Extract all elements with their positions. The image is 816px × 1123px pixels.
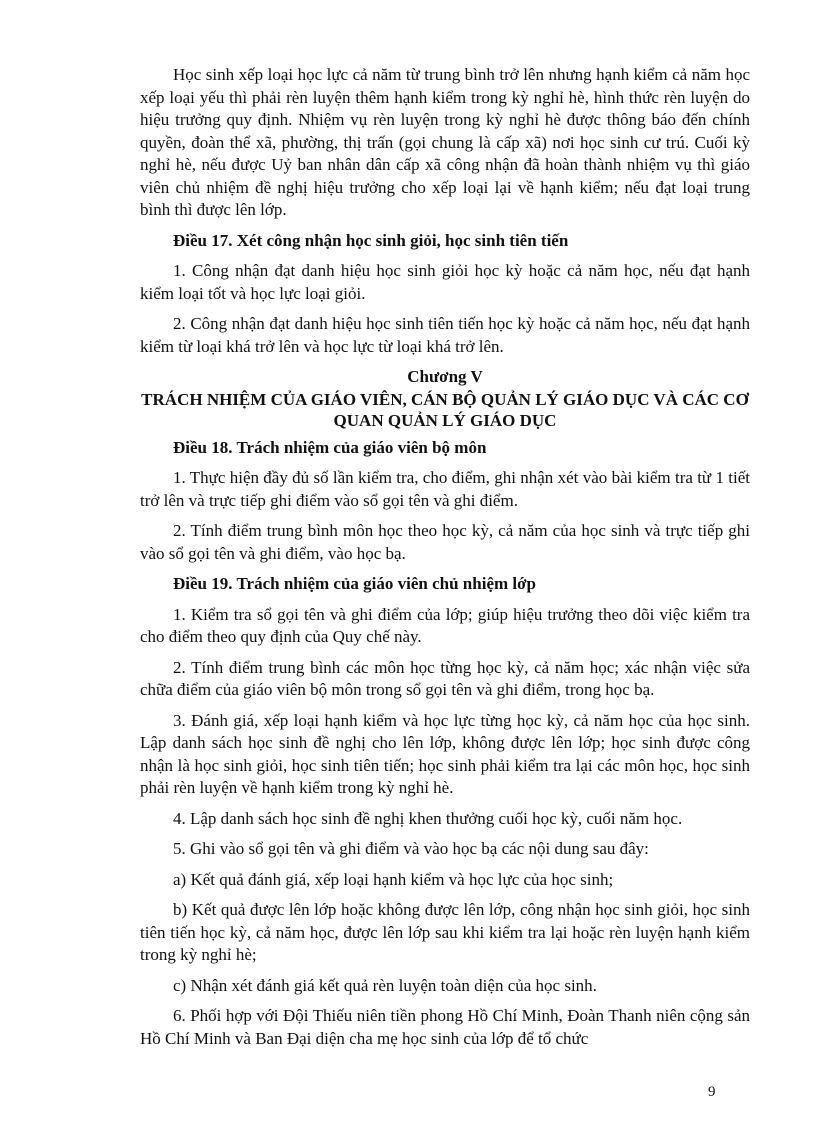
article-18-heading: Điều 18. Trách nhiệm của giáo viên bộ môn bbox=[173, 437, 487, 457]
chapter-label: Chương V bbox=[407, 367, 483, 386]
article-19-item-5c: c) Nhận xét đánh giá kết quả rèn luyện toàn diện của học sinh. bbox=[173, 975, 597, 995]
page-number: 9 bbox=[708, 1084, 716, 1100]
article-19-item-5b: b) Kết quả được lên lớp hoặc không được lên lớp, công nhận học sinh giỏi, học sinh tiên tiến học kỳ, cả năm học, được lên lớp sau khi kiểm tra lại hoặc rèn luyện hạnh kiểm trong kỳ nghỉ hè; bbox=[140, 900, 750, 964]
article-19-item-5a: a) Kết quả đánh giá, xếp loại hạnh kiểm và học lực của học sinh; bbox=[173, 869, 614, 889]
article-19-item-4: 4. Lập danh sách học sinh đề nghị khen thưởng cuối học kỳ, cuối năm học. bbox=[173, 808, 683, 828]
article-19-item-1: 1. Kiểm tra sổ gọi tên và ghi điểm của lớp; giúp hiệu trưởng theo dõi việc kiểm tra cho điểm theo quy định của Quy chế này. bbox=[140, 604, 750, 646]
article-19-item-2: 2. Tính điểm trung bình các môn học từng học kỳ, cả năm học; xác nhận việc sửa chữa điểm của giáo viên bộ môn trong sổ gọi tên và ghi điểm, trong học bạ. bbox=[140, 657, 750, 699]
article-19-heading: Điều 19. Trách nhiệm của giáo viên chủ nhiệm lớp bbox=[173, 574, 536, 593]
article-18-item-2: 2. Tính điểm trung bình môn học theo học kỳ, cả năm của học sinh và trực tiếp ghi vào sổ gọi tên và ghi điểm, vào học bạ. bbox=[140, 521, 750, 563]
article-19-item-3: 3. Đánh giá, xếp loại hạnh kiểm và học lực từng học kỳ, cả năm học của học sinh. Lập danh sách học sinh đề nghị cho lên lớp, không được lên lớp; học sinh được công nhận là học sinh giỏi, học sinh tiên tiến; học sinh phải kiểm tra lại các môn học, học sinh phải rèn luyện về hạnh kiểm trong kỳ nghỉ hè. bbox=[140, 710, 750, 797]
article-18-item-1: 1. Thực hiện đầy đủ số lần kiểm tra, cho điểm, ghi nhận xét vào bài kiểm tra từ 1 tiết trở lên và trực tiếp ghi điểm vào sổ gọi tên và ghi điểm. bbox=[140, 468, 750, 510]
document-page bbox=[140, 64, 750, 1050]
chapter-title: TRÁCH NHIỆM CỦA GIÁO VIÊN, CÁN BỘ QUẢN LÝ GIÁO DỤC VÀ CÁC CƠ QUAN QUẢN LÝ GIÁO DỤC bbox=[141, 389, 749, 430]
paragraph-conduct-retraining: Học sinh xếp loại học lực cả năm từ trung bình trở lên nhưng hạnh kiểm cả năm học xếp loại yếu thì phải rèn luyện thêm hạnh kiểm trong kỳ nghỉ hè, hình thức rèn luyện do hiệu trưởng quy định. Nhiệm vụ rèn luyện trong kỳ nghỉ hè được thông báo đến chính quyền, đoàn thể xã, phường, thị trấn (gọi chung là cấp xã) nơi học sinh cư trú. Cuối kỳ nghỉ hè, nếu được Uỷ ban nhân dân cấp xã công nhận đã hoàn thành nhiệm vụ thì giáo viên chủ nhiệm đề nghị hiệu trưởng cho xếp loại lại về hạnh kiểm; nếu đạt loại trung bình thì được lên lớp. bbox=[140, 65, 750, 219]
article-17-item-1: 1. Công nhận đạt danh hiệu học sinh giỏi học kỳ hoặc cả năm học, nếu đạt hạnh kiểm loại tốt và học lực loại giỏi. bbox=[140, 261, 750, 303]
article-17-heading: Điều 17. Xét công nhận học sinh giỏi, học sinh tiên tiến bbox=[173, 230, 569, 250]
article-19-item-5: 5. Ghi vào sổ gọi tên và ghi điểm và vào học bạ các nội dung sau đây: bbox=[173, 839, 649, 858]
article-17-item-2: 2. Công nhận đạt danh hiệu học sinh tiên tiến học kỳ hoặc cả năm học, nếu đạt hạnh kiểm từ loại khá trở lên và học lực từ loại khá trở lên. bbox=[140, 314, 750, 356]
article-19-item-6: 6. Phối hợp với Đội Thiếu niên tiền phong Hồ Chí Minh, Đoàn Thanh niên cộng sản Hồ Chí Minh và Ban Đại diện cha mẹ học sinh của lớp để tổ chức bbox=[140, 1006, 750, 1048]
